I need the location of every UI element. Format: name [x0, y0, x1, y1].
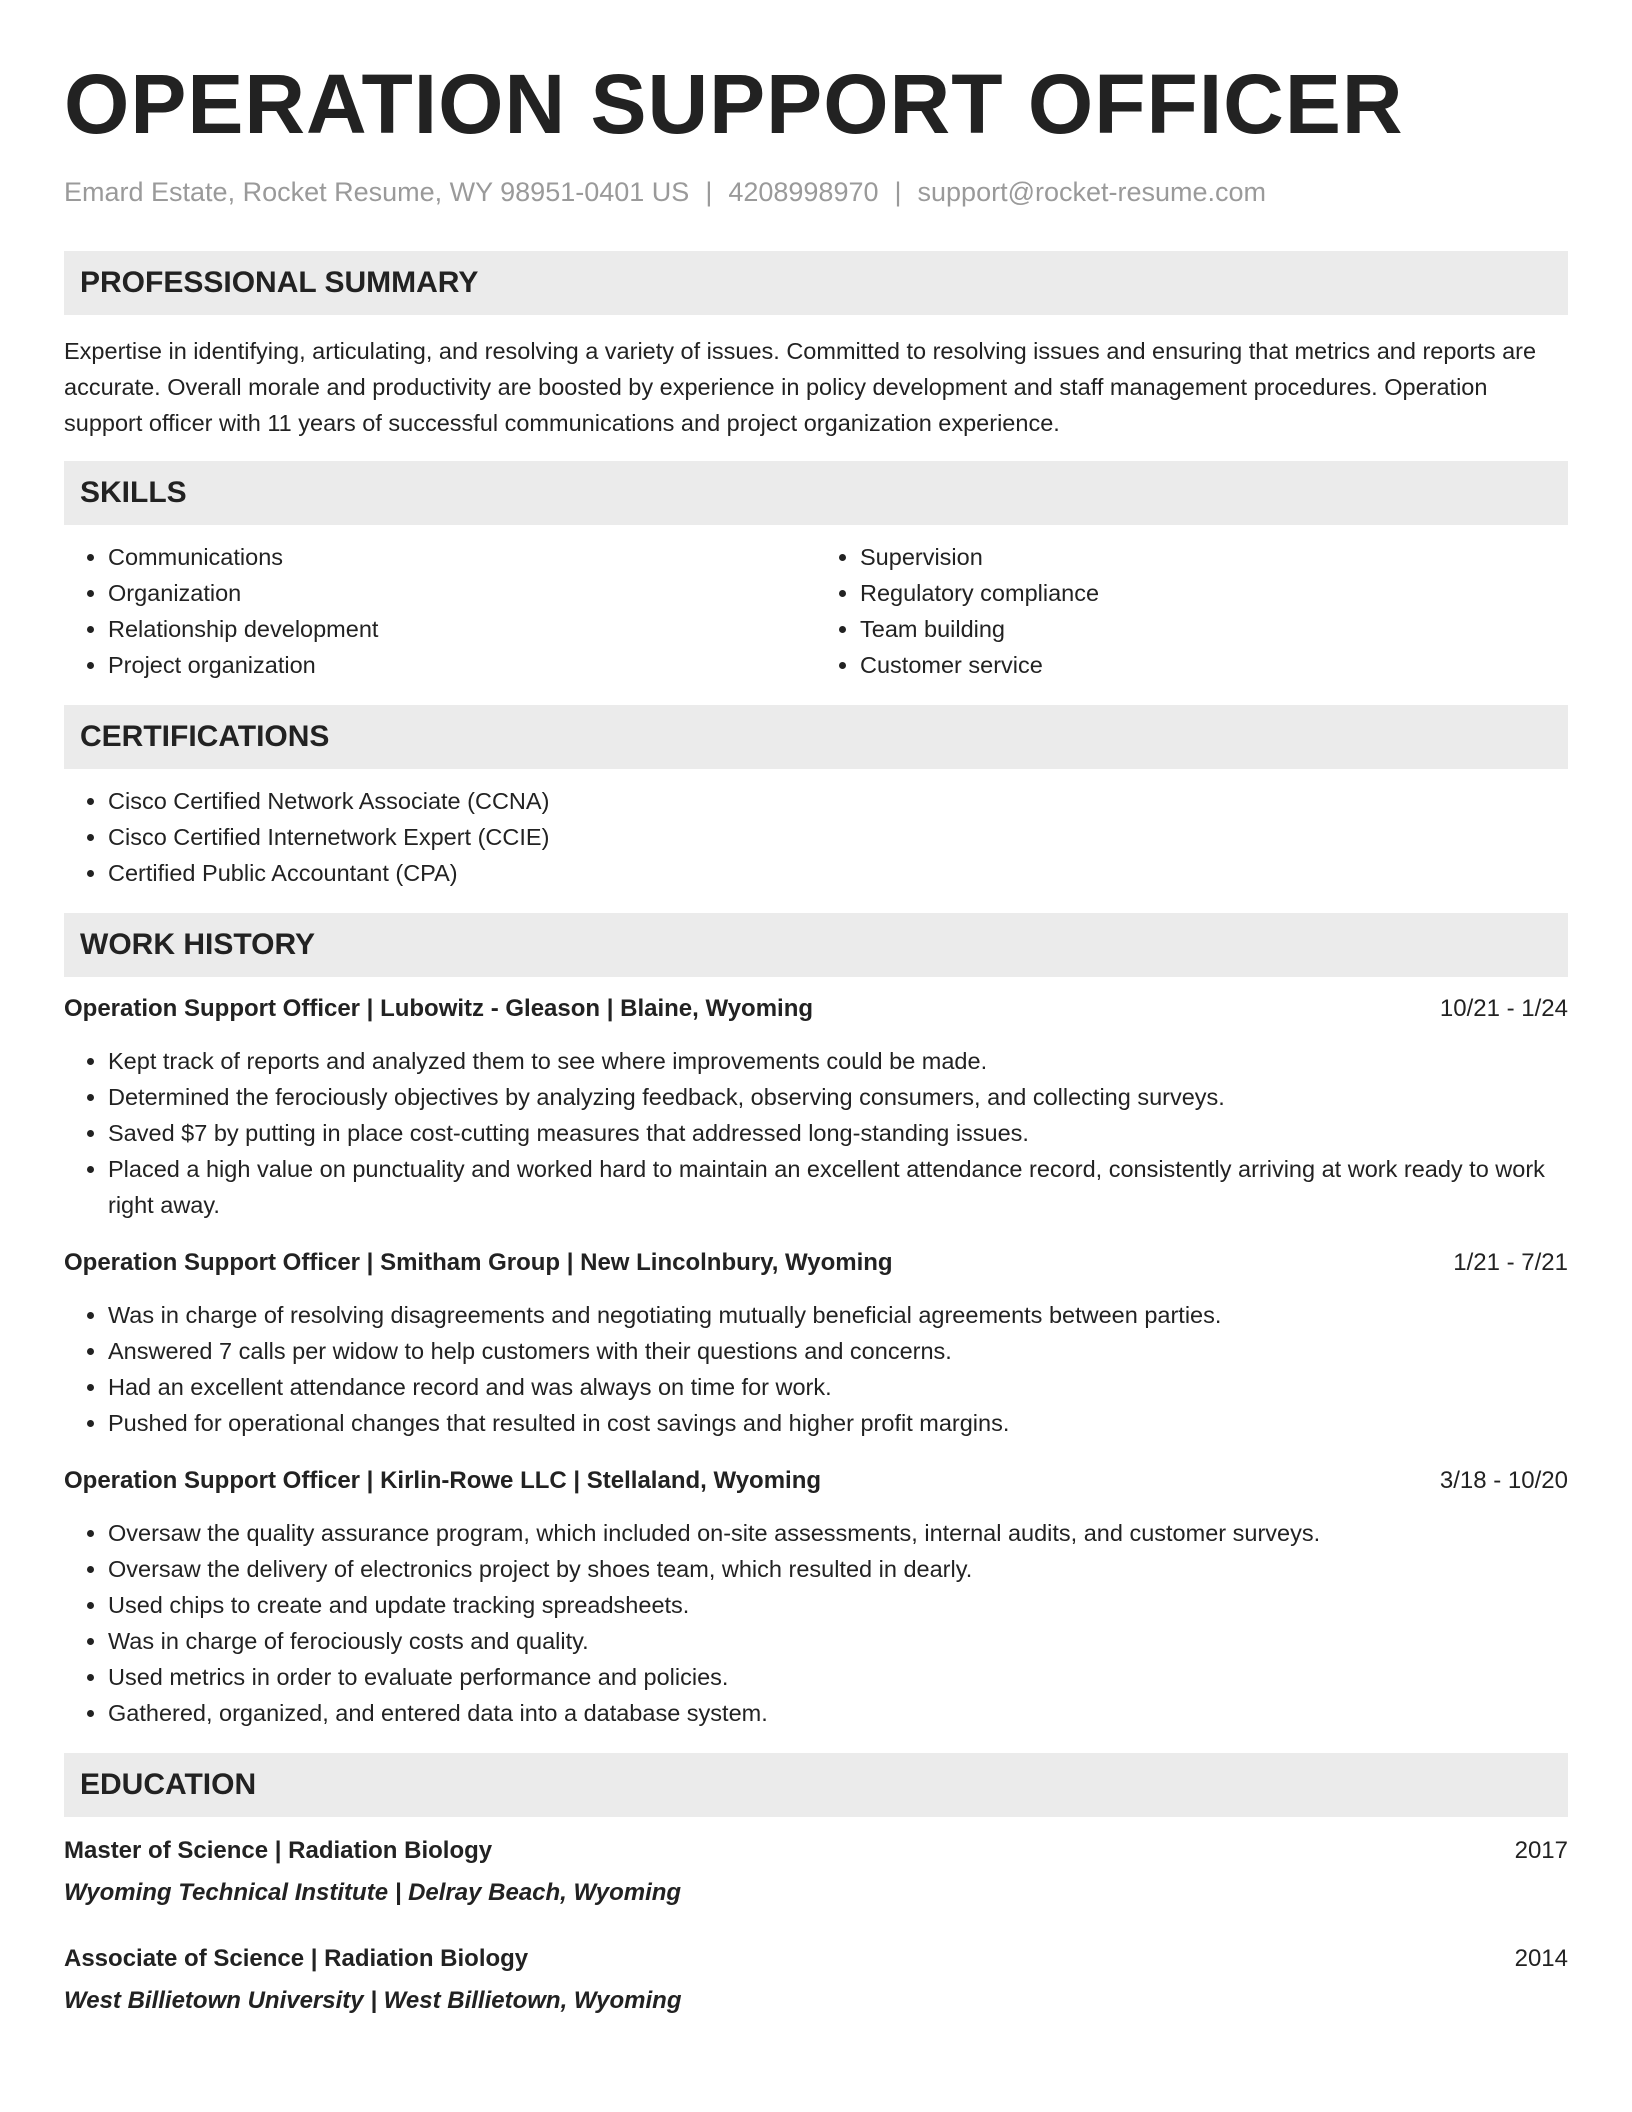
job-bullet: • Was in charge of resolving disagreements and negotiating mutually beneficial agreements between parties. [108, 1297, 1568, 1333]
job-bullet: • Placed a high value on punctuality and worked hard to maintain an excellent attendance record, consistently arriving at work ready to work right away. [108, 1151, 1568, 1223]
job-dates: 1/21 - 7/21 [1453, 1249, 1568, 1276]
job-header [64, 991, 1568, 1027]
job-header [64, 1463, 1568, 1499]
certifications-section [64, 705, 1568, 891]
education-school: Wyoming Technical Institute | Delray Beach, Wyoming [64, 1879, 682, 1906]
section-header-education: EDUCATION [64, 1753, 1568, 1817]
job-bullet: • Used metrics in order to evaluate performance and policies. [108, 1659, 1568, 1695]
education-degree: Associate of Science | Radiation Biology [64, 1945, 529, 1972]
contact-line [64, 174, 1568, 210]
job-bullet: • Kept track of reports and analyzed them to see where improvements could be made. [108, 1043, 1568, 1079]
education-year: 2017 [1514, 1837, 1568, 1864]
job-title: Operation Support Officer | Lubowitz - Gleason | Blaine, Wyoming [64, 995, 814, 1022]
job-entry [64, 1245, 1568, 1441]
job-bullet: • Oversaw the delivery of electronics project by shoes team, which resulted in dearly. [108, 1551, 1568, 1587]
job-title: Operation Support Officer | Smitham Group | New Lincolnbury, Wyoming [64, 1249, 893, 1276]
skills-columns [64, 539, 1568, 683]
skills-section [64, 461, 1568, 683]
job-dates: 3/18 - 10/20 [1439, 1467, 1568, 1494]
certification-item: • Certified Public Accountant (CPA) [108, 855, 1568, 891]
contact-email[interactable]: support@rocket-resume.com [917, 177, 1267, 207]
certification-item: • Cisco Certified Network Associate (CCNA) [108, 783, 1568, 819]
education-school: West Billietown University | West Billietown, Wyoming [64, 1987, 682, 2014]
job-bullet: • Used chips to create and update tracking spreadsheets. [108, 1587, 1568, 1623]
education-entry [64, 1941, 1568, 2019]
contact-address: Emard Estate, Rocket Resume, WY 98951-0401 US [64, 177, 690, 207]
job-entry [64, 991, 1568, 1223]
job-bullet: • Oversaw the quality assurance program, which included on-site assessments, internal audits, and customer surveys. [108, 1515, 1568, 1551]
job-bullet: • Saved $7 by putting in place cost-cutting measures that addressed long-standing issues. [108, 1115, 1568, 1151]
job-bullet: • Pushed for operational changes that resulted in cost savings and higher profit margins. [108, 1405, 1568, 1441]
education-header [64, 1941, 1568, 1977]
education-entry [64, 1833, 1568, 1911]
skills-list-right [816, 539, 1568, 683]
job-dates: 10/21 - 1/24 [1439, 995, 1568, 1022]
skill-item: • Communications [108, 539, 816, 575]
skill-item: • Regulatory compliance [860, 575, 1568, 611]
section-header-skills: SKILLS [64, 461, 1568, 525]
education-header [64, 1833, 1568, 1869]
skill-item: • Team building [860, 611, 1568, 647]
job-bullet: • Was in charge of ferociously costs and quality. [108, 1623, 1568, 1659]
section-header-certifications: CERTIFICATIONS [64, 705, 1568, 769]
summary-text: Expertise in identifying, articulating, and resolving a variety of issues. Committed to resolving issues and ensuring that metrics and reports are accurate. Overall morale and productivity are boosted by experience in policy development and staff management procedures. Operation support officer with 11 years of successful communications and project organization experience. [64, 338, 1537, 436]
section-header-work-history: WORK HISTORY [64, 913, 1568, 977]
contact-phone: 4208998970 [728, 177, 879, 207]
summary-section [64, 251, 1568, 441]
section-header-summary: PROFESSIONAL SUMMARY [64, 251, 1568, 315]
job-bullets [64, 1297, 1568, 1441]
job-bullet: • Gathered, organized, and entered data into a database system. [108, 1695, 1568, 1731]
resume-name: OPERATION SUPPORT OFFICER [64, 57, 1404, 151]
job-entry [64, 1463, 1568, 1731]
skill-item: • Relationship development [108, 611, 816, 647]
skill-item: • Supervision [860, 539, 1568, 575]
education-degree: Master of Science | Radiation Biology [64, 1837, 493, 1864]
contact-separator: | [705, 177, 713, 207]
job-bullet: • Had an excellent attendance record and was always on time for work. [108, 1369, 1568, 1405]
job-bullet: • Answered 7 calls per widow to help customers with their questions and concerns. [108, 1333, 1568, 1369]
skill-item: • Organization [108, 575, 816, 611]
contact-separator: | [894, 177, 902, 207]
job-bullet: • Determined the ferociously objectives by analyzing feedback, observing consumers, and collecting surveys. [108, 1079, 1568, 1115]
job-bullets [64, 1515, 1568, 1731]
certification-item: • Cisco Certified Internetwork Expert (CCIE) [108, 819, 1568, 855]
education-year: 2014 [1514, 1945, 1568, 1972]
job-title: Operation Support Officer | Kirlin-Rowe LLC | Stellaland, Wyoming [64, 1467, 822, 1494]
skill-item: • Project organization [108, 647, 816, 683]
skills-list-left [64, 539, 816, 683]
job-bullets [64, 1043, 1568, 1223]
work-history-section [64, 913, 1568, 1731]
education-section [64, 1753, 1568, 2019]
skill-item: • Customer service [860, 647, 1568, 683]
job-header [64, 1245, 1568, 1281]
certifications-list [64, 783, 1568, 891]
